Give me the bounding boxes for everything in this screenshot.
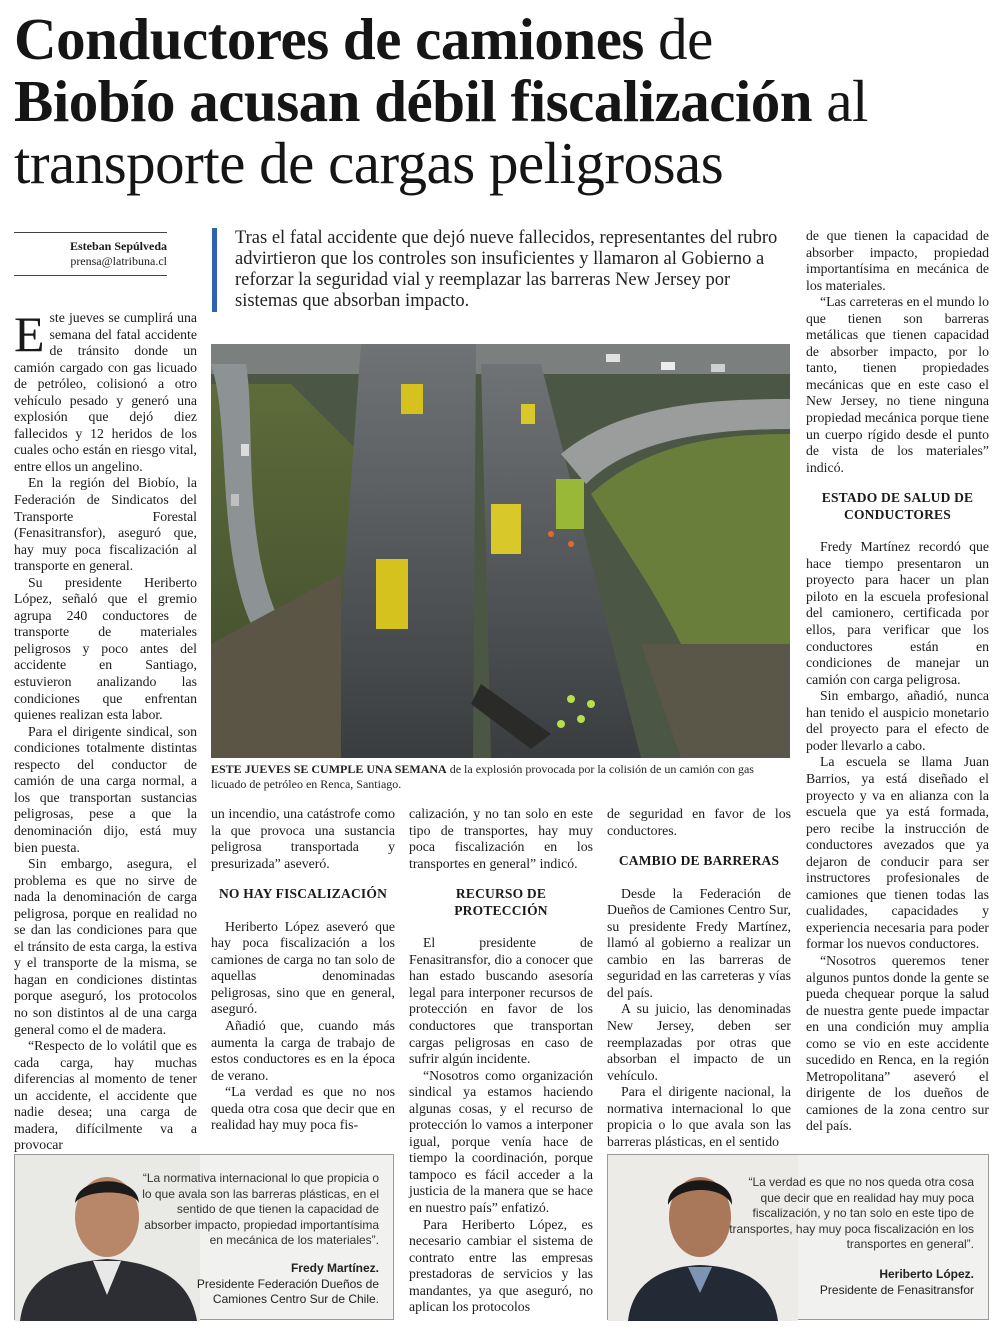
pull-quote-name: Fredy Martínez. (290, 1261, 379, 1275)
article-paragraph: un incendio, una catástrofe como la que provoca una sustancia peligrosa transportada y presurizada” aseveró. (211, 806, 395, 871)
article-paragraph: “Las carreteras en el mundo lo que tienen son barreras metálicas que tienen capacidad de absorber impacto, por lo tanto, tienen propiedades mecánicas que en este caso el New Jersey, no tiene ninguna propiedad mecánica porque tiene un cuerpo rígido desde el punto de vista de los materiales” indicó. (806, 294, 989, 475)
article-photo (211, 344, 790, 758)
pull-quote-role: Presidente Federación Dueños de Camiones Centro Sur de Chile. (196, 1276, 379, 1306)
article-paragraph: Para Heriberto López, es necesario cambiar el sistema de contrato entre las empresas prestadoras de servicios y las mandantes, ya que aseguró, no aplican los protocolos (409, 1216, 593, 1315)
pull-quote-box (607, 1154, 989, 1320)
pull-quote-name: Heriberto López. (879, 1267, 974, 1281)
article-paragraph: Añadió que, cuando más aumenta la carga de trabajo de estos conductores es en la época de verano. (211, 1018, 395, 1083)
byline (14, 232, 167, 276)
pull-quote-role: Presidente de Fenasitransfor (819, 1282, 974, 1297)
highway-aerial-photo (211, 344, 790, 758)
headline (14, 8, 989, 194)
article-paragraph: El presidente de Fenasitransfor, dio a conocer que han estado buscando asesoría legal para interponer recursos de protección en favor de los conductores que transportan cargas peligrosas en caso de sufrir algún incidente. (409, 935, 593, 1067)
photo-caption-lead: ESTE JUEVES SE CUMPLE UNA SEMANA (211, 762, 447, 776)
article-paragraph: A su juicio, las denominadas New Jersey, deben ser reemplazadas por otras que absorban el impacto de un vehículo. (607, 1001, 791, 1083)
photo-caption (211, 762, 790, 792)
article-paragraph: En la región del Biobío, la Federación de Sindicatos del Transporte Forestal (Fenasitransfor), aseguró que, hay muy poca fiscalización al transporte en general. (14, 475, 197, 574)
section-heading: ESTADO DE SALUD DE CONDUCTORES (821, 490, 974, 522)
headline-line2-bold: Biobío acusan débil fiscalización (14, 68, 813, 134)
photo-caption-text: de la explosión provocada por la colisión de un camión con gas licuado de petróleo en Renca, Santiago. (211, 762, 754, 791)
pull-quote-box (14, 1154, 394, 1320)
byline-author: Esteban Sepúlveda (69, 239, 167, 253)
pull-quote-text: “La normativa internacional lo que propicia o lo que avala son las barreras plásticas, en el sentido de que tienen la capacidad de absorber impacto, propiedad importantísima en mecánica de los materiales”. (142, 1171, 379, 1247)
article-column-2 (211, 806, 395, 1138)
section-heading: NO HAY FISCALIZACIÓN (218, 886, 388, 902)
article-paragraph: Para el dirigente sindical, son condiciones totalmente distintas respecto del conductor de camión de una carga normal, a los que transportan sustancias peligrosas, pese a que la denominación dijo, está muy bien puesta. (14, 723, 197, 855)
article-column-4 (607, 806, 791, 1149)
article-paragraph: Para el dirigente nacional, la normativa internacional lo que propicia o lo que avala son las barreras plásticas, en el sentido (607, 1084, 791, 1149)
article-paragraph: Fredy Martínez recordó que hace tiempo presentaron un proyecto para hacer un plan piloto en la escuela profesional del camionero, certificada por ellos, para verificar que los conductores están en condiciones de manejar un camión con carga peligrosa. (806, 539, 989, 687)
byline-email: prensa@latribuna.cl (70, 254, 167, 268)
pull-quote-attribution (788, 1267, 974, 1298)
article-paragraph: calización, y no tan solo en este tipo de transportes, hay muy poca fiscalización en los transportes en general” indicó. (409, 806, 593, 871)
headline-line1-bold: Conductores de camiones (14, 6, 644, 72)
article-paragraph: Sin embargo, asegura, el problema es que no sirve de nada la denominación de carga peligrosa, porque en realidad no se dan las condiciones para que el tránsito de esta carga, la estiva y el transporte de la misma, se hagan en condiciones distintas porque aseguró, los protocolos no son distintos al de una carga general como el de madera. (14, 856, 197, 1037)
article-paragraph: “Respecto de lo volátil que es cada carga, hay muchas diferencias al momento de tener un accidente, el accidente que nadie desea; una carga de madera, difícilmente va a provocar (14, 1038, 197, 1153)
article-paragraph: “Nosotros queremos tener algunos puntos donde la gente se pueda chequear porque la salud de nuestra gente puede impactar en una condición muy amplia como se vio en este accidente sucedido en Renca, en la región Metropolitana” aseveró el dirigente de los dueños de camiones de la zona centro sur del país. (806, 952, 989, 1134)
section-heading: CAMBIO DE BARRERAS (618, 853, 780, 869)
pull-quote-text: “La verdad es que no nos queda otra cosa que decir que en realidad hay muy poca fiscalización, y no tan solo en este tipo de transportes, hay muy poca fiscalización en los transportes en general”. (729, 1175, 974, 1251)
article-paragraph: de seguridad en favor de los conductores. (607, 806, 791, 838)
headline-line3: transporte de cargas peligrosas (14, 130, 724, 196)
article-paragraph: Sin embargo, añadió, nunca han tenido el auspicio monetario del proyecto para el efecto de poder llevarlo a cabo. (806, 688, 989, 753)
first-paragraph-text: ste jueves se cumplirá una semana del fatal accidente de tránsito donde un camión cargado con gas licuado de petróleo, colisionó a otro vehículo pesado y generó una explosión que dejó diez fallecidos y 12 heridos de los cuales ocho están en riesgo vital, entre ellos un angelino. (14, 310, 197, 474)
article-paragraph: Heriberto López aseveró que hay poca fiscalización a los camiones de carga no tan solo de aquellas denominadas peligrosas, sino que en general, aseguró. (211, 918, 395, 1017)
article-paragraph: “La verdad es que no nos queda otra cosa que decir que en realidad hay muy poca fis- (211, 1084, 395, 1133)
pull-quote-attribution (165, 1261, 379, 1308)
article-column-3 (409, 806, 593, 1318)
article-paragraph: “Nosotros como organización sindical ya estamos haciendo algunas cosas, y el recurso de protección lo vamos a interponer igual, porque venía hace de tiempo la coordinación, porque tampoco es fácil acceder a la justicia de la manera que se hace en nuestro país” enfatizó. (409, 1067, 593, 1216)
article-column-5 (806, 228, 989, 1138)
article-paragraph: La escuela se llama Juan Barrios, ya está diseñado el proyecto y va en alianza con la escuela que ya está formada, pero recibe la instrucción de conductores avezados que ya dejaron de conducir para ser instructores profesionales de camiones que tienen todas las cualidades, capacidades y experiencia necesaria para poder formar los nuevos conductores. (806, 754, 989, 952)
article-paragraph: Su presidente Heriberto López, señaló que el gremio agrupa 240 conductores de transporte de materiales peligrosos y poco antes del accidente en Santiago, estuvieron analizando las condiciones que enfrentan quienes realizan esta labor. (14, 574, 197, 723)
lede: Tras el fatal accidente que dejó nueve fallecidos, representantes del rubro advirtieron que los controles son insuficientes y llamaron al Gobierno a reforzar la seguridad vial y reemplazar las barreras New Jersey por sistemas que absorban impacto. (212, 228, 792, 312)
section-heading: RECURSO DE PROTECCIÓN (454, 886, 548, 918)
headline-line2-light: al (826, 68, 868, 134)
drop-cap: E (14, 306, 45, 362)
headline-line1-light: de (658, 6, 713, 72)
article-paragraph: Desde la Federación de Dueños de Camiones Centro Sur, su presidente Fredy Martínez, llamó al gobierno a realizar un cambio en las barreras de seguridad en las carreteras y vías del país. (607, 885, 791, 1000)
article-paragraph (14, 306, 197, 475)
article-column-1 (14, 306, 197, 1153)
article-paragraph: de que tienen la capacidad de absorber impacto, propiedad importantísima en mecánica de los materiales. (806, 228, 989, 293)
